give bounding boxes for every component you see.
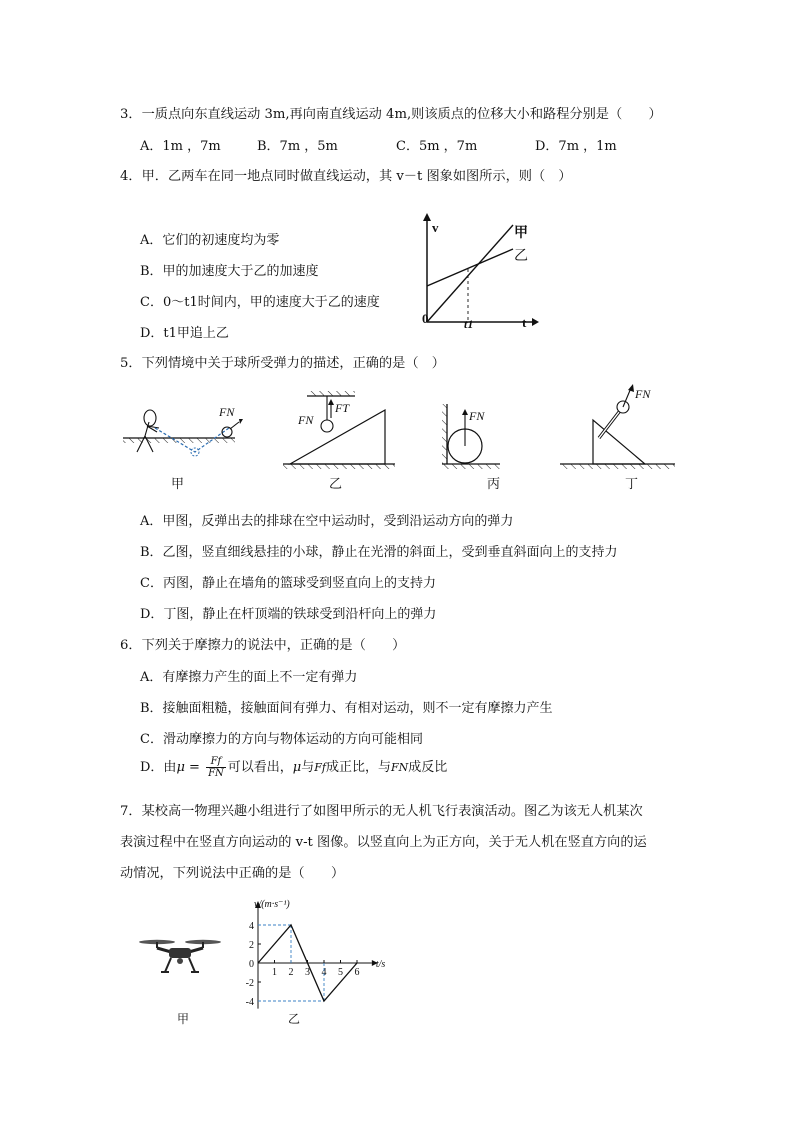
q5-figure-jia — [123, 405, 243, 491]
q4-line-jia — [427, 225, 513, 322]
q7-stem-line-1: 7．某校高一物理兴趣小组进行了如图甲所示的无人机飞行表演活动。图乙为该无人机某次 — [120, 804, 643, 819]
q4-t-label: t — [522, 315, 527, 330]
q7-stem-line-3: 动情况，下列说法中正确的是（ ） — [120, 866, 345, 881]
q7-ytick-label-4: 4 — [249, 921, 254, 932]
q7-vt-graph — [240, 895, 400, 1015]
q6-fraction: $\frac{Ff}{FN}$ — [208, 756, 224, 779]
q5-ft-label-yi: FT — [335, 401, 350, 415]
q5-figure-bing — [442, 404, 500, 491]
q6-option-d: D．由μ = $\frac{Ff}{FN}$ 可以看出，μ与Ff成正比，与FN成反比 — [140, 756, 448, 779]
q5-label-bing: 丙 — [487, 476, 501, 491]
q6-option-b: B．接触面粗糙，接触面间有弹力、有相对运动，则不一定有摩擦力产生 — [140, 701, 553, 716]
q4-t-arrow — [532, 318, 539, 326]
q5-label-ding: 丁 — [625, 476, 639, 491]
q6-option-c: C．滑动摩擦力的方向与物体运动的方向可能相同 — [140, 732, 423, 747]
player-head — [144, 410, 156, 426]
q5-label-jia: 甲 — [171, 476, 185, 491]
q4-option-d: D．t1甲追上乙 — [140, 326, 229, 341]
q5-fn-label-bing: FN — [469, 409, 485, 423]
q4-vt-graph — [410, 210, 540, 335]
q4-stem: 4．甲．乙两车在同一地点同时做直线运动，其 v－t 图象如图所示，则（ ） — [120, 169, 572, 184]
q7-ytick-label-2: 2 — [249, 940, 254, 951]
q5-fn-label-ding: FN — [635, 387, 651, 401]
q7-xtick-label-1: 1 — [272, 967, 277, 978]
q4-v-label: v — [432, 220, 439, 235]
q4-origin-label: 0 — [422, 311, 429, 326]
q4-yi-label: 乙 — [514, 249, 528, 264]
q7-ytick-label--2: -2 — [245, 978, 254, 989]
q7-stem-line-2: 表演过程中在竖直方向运动的 v-t 图像。以竖直向上为正方向，关于无人机在竖直方向的运 — [120, 835, 647, 850]
q4-option-a: A．它们的初速度均为零 — [140, 233, 280, 248]
q5-stem: 5．下列情境中关于球所受弹力的描述，正确的是（ ） — [120, 356, 445, 371]
q5-option-d: D．丁图，静止在杆顶端的铁球受到沿杆向上的弹力 — [140, 607, 437, 622]
q5-fn-label-yi: FN — [298, 413, 314, 427]
q5-figure-yi — [283, 391, 395, 491]
q4-line-yi — [427, 249, 513, 286]
q4-t1-label: t1 — [464, 317, 474, 331]
q5-option-c: C．丙图，静止在墙角的篮球受到竖直向上的支持力 — [140, 576, 436, 591]
q3-option-b: B．7m ，5m — [257, 139, 338, 154]
q5-label-yi: 乙 — [329, 476, 343, 491]
q3-option-d: D．7m ，1m — [535, 139, 617, 154]
q7-xtick-label-5: 5 — [338, 967, 343, 978]
q7-xtick-label-6: 6 — [354, 967, 360, 978]
q3-stem: 3．一质点向东直线运动 3m,再向南直线运动 4m,则该质点的位移大小和路程分别是（ ） — [120, 107, 662, 122]
q5-option-b: B．乙图，竖直细线悬挂的小球，静止在光滑的斜面上，受到垂直斜面向上的支持力 — [140, 545, 618, 560]
drone-icon — [135, 930, 225, 980]
q7-xtick-label-4: 4 — [321, 967, 327, 978]
q7-xtick-label-3: 3 — [305, 967, 310, 978]
q7-ylabel: v/(m·s⁻¹) — [254, 899, 290, 910]
support-ding — [593, 420, 645, 464]
player-body — [137, 422, 159, 452]
q7-ytick-label-0: 0 — [249, 959, 254, 970]
q3-option-a: A．1m ，7m — [140, 139, 221, 154]
q7-xlabel: t/s — [375, 959, 386, 970]
q4-option-b: B．甲的加速度大于乙的加速度 — [140, 264, 319, 279]
q7-label-jia: 甲 — [177, 1012, 190, 1026]
q4-v-arrow — [423, 213, 431, 221]
q6-option-a: A．有摩擦力产生的面上不一定有弹力 — [140, 670, 358, 685]
q4-option-c: C．0～t1时间内，甲的速度大于乙的速度 — [140, 295, 380, 310]
q3-option-c: C．5m ，7m — [396, 139, 478, 154]
q4-jia-label: 甲 — [514, 226, 528, 241]
ball-yi — [321, 420, 333, 432]
q7-label-yi-text: 乙 — [288, 1012, 301, 1026]
q7-xtick-label-2: 2 — [288, 967, 294, 978]
q5-figures — [115, 382, 675, 494]
q6-stem: 6．下列关于摩擦力的说法中，正确的是（ ） — [120, 638, 406, 653]
q7-ytick-label--4: -4 — [245, 997, 254, 1008]
q5-figure-ding — [560, 384, 675, 491]
q7-plot-area — [246, 899, 386, 1009]
q5-fn-label-jia: FN — [219, 405, 235, 419]
q5-option-a: A．甲图，反弹出去的排球在空中运动时，受到沿运动方向的弹力 — [140, 514, 514, 529]
